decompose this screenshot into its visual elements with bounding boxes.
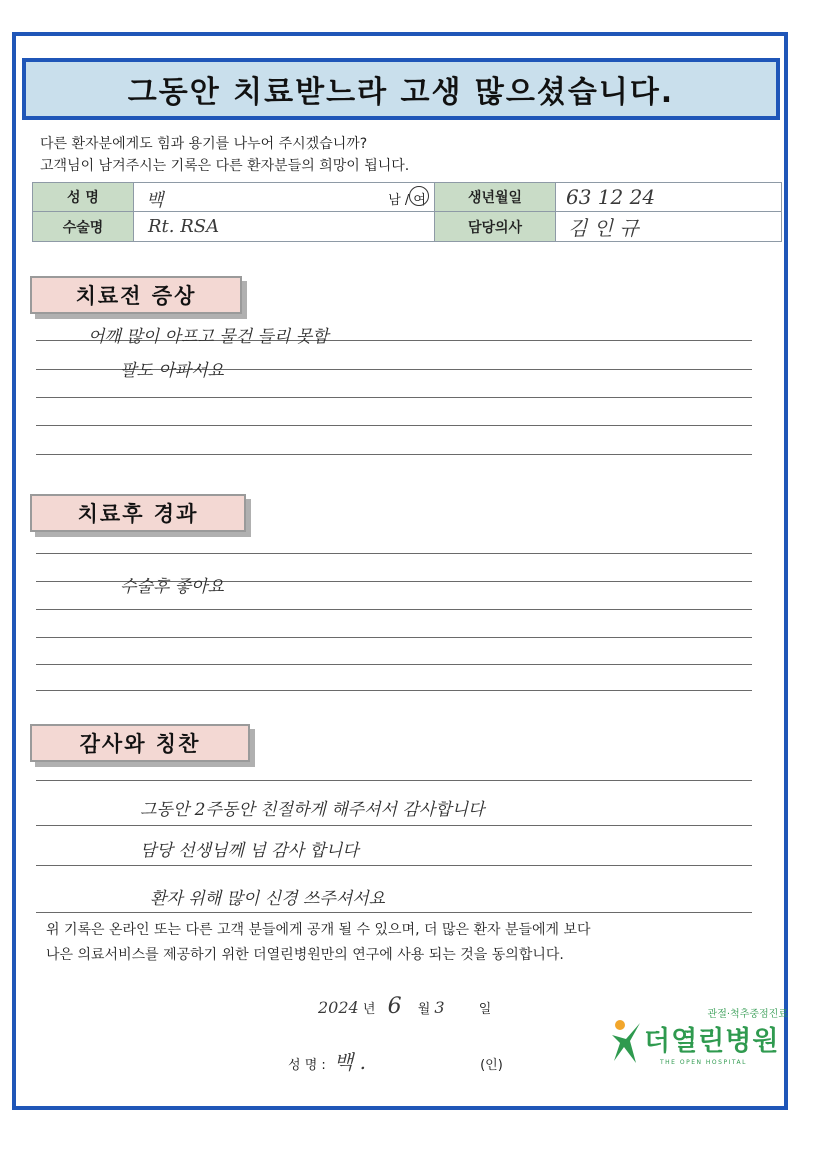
logo-name: 더열린병원 bbox=[644, 1026, 780, 1057]
surgery-cell bbox=[134, 212, 435, 242]
seal-label: (인) bbox=[480, 1058, 503, 1073]
surgery-label: 수술명 bbox=[33, 212, 134, 242]
section-after-title: 치료후 경과 bbox=[77, 502, 199, 526]
consent-line-2: 나은 의료서비스를 제공하기 위한 더열린병원만의 연구에 사용 되는 것을 동의합니다. bbox=[46, 947, 564, 963]
signature-row bbox=[288, 1046, 503, 1075]
page-title: 그동안 치료받느라 고생 많으셨습니다. bbox=[127, 75, 675, 110]
birth-value: 63 12 24 bbox=[566, 185, 656, 209]
writing-line bbox=[36, 425, 752, 426]
thanks-handwriting-2: 담당 선생님께 넘 감사 합니다 bbox=[140, 841, 359, 861]
writing-line bbox=[36, 397, 752, 398]
writing-line bbox=[36, 637, 752, 638]
birth-label: 생년월일 bbox=[435, 183, 556, 212]
surgery-value: Rt. RSA bbox=[148, 216, 220, 237]
writing-line bbox=[36, 553, 752, 554]
day-value: 3 bbox=[434, 998, 445, 1017]
writing-line bbox=[36, 454, 752, 455]
name-cell bbox=[134, 183, 435, 212]
month-value: 6 bbox=[387, 994, 402, 1019]
writing-line bbox=[36, 865, 752, 866]
year-label: 년 bbox=[362, 1002, 376, 1017]
patient-info-table bbox=[32, 182, 782, 242]
logo-subtitle: 관절·척추중점진료 bbox=[707, 1009, 788, 1020]
year-value: 2024 bbox=[318, 998, 359, 1017]
hospital-logo bbox=[610, 1005, 790, 1073]
person-figure-icon bbox=[610, 1017, 644, 1067]
title-banner bbox=[22, 58, 780, 120]
section-thanks-title: 감사와 칭찬 bbox=[79, 732, 201, 756]
doctor-cell bbox=[556, 212, 782, 242]
before-handwriting-1: 어깨 많이 아프고 물건 들리 못함 bbox=[88, 327, 329, 347]
logo-english: THE OPEN HOSPITAL bbox=[660, 1059, 747, 1066]
writing-line bbox=[36, 780, 752, 781]
signature-value: 백 . bbox=[333, 1050, 366, 1074]
consent-line-1: 위 기록은 온라인 또는 다른 고객 분들에게 공개 될 수 있으며, 더 많은 환자 분들에게 보다 bbox=[46, 922, 591, 938]
intro-line-2: 고객님이 남겨주시는 기록은 다른 환자분들의 희망이 됩니다. bbox=[40, 158, 410, 174]
gender-circle-mark bbox=[409, 186, 429, 206]
name-label: 성 명 bbox=[33, 183, 134, 212]
thanks-handwriting-3: 환자 위해 많이 신경 쓰주셔서요 bbox=[150, 889, 386, 909]
doctor-label: 담당의사 bbox=[435, 212, 556, 242]
writing-line bbox=[36, 609, 752, 610]
day-label: 일 bbox=[478, 1002, 492, 1017]
gender-options: 남 / 여 bbox=[388, 193, 426, 208]
birth-cell bbox=[556, 183, 782, 212]
writing-line bbox=[36, 825, 752, 826]
name-value: 백 bbox=[146, 190, 164, 211]
doctor-value: 김 인 규 bbox=[568, 216, 639, 240]
signature-label: 성 명 : bbox=[288, 1058, 326, 1073]
section-after-heading bbox=[30, 494, 246, 532]
section-thanks-heading bbox=[30, 724, 250, 762]
intro-line-1: 다른 환자분에게도 힘과 용기를 나누어 주시겠습니까? bbox=[40, 136, 368, 152]
thanks-handwriting-1: 그동안 2주동안 친절하게 해주셔서 감사합니다 bbox=[140, 800, 485, 820]
section-before-title: 치료전 증상 bbox=[75, 284, 197, 308]
writing-line bbox=[36, 664, 752, 665]
month-label: 월 bbox=[417, 1002, 431, 1017]
date-row bbox=[318, 994, 491, 1019]
writing-line bbox=[36, 690, 752, 691]
section-before-heading bbox=[30, 276, 242, 314]
writing-line bbox=[36, 912, 752, 913]
before-handwriting-2: 팔도 아파서요 bbox=[120, 361, 224, 381]
after-handwriting-1: 수술후 좋아요 bbox=[120, 577, 224, 597]
